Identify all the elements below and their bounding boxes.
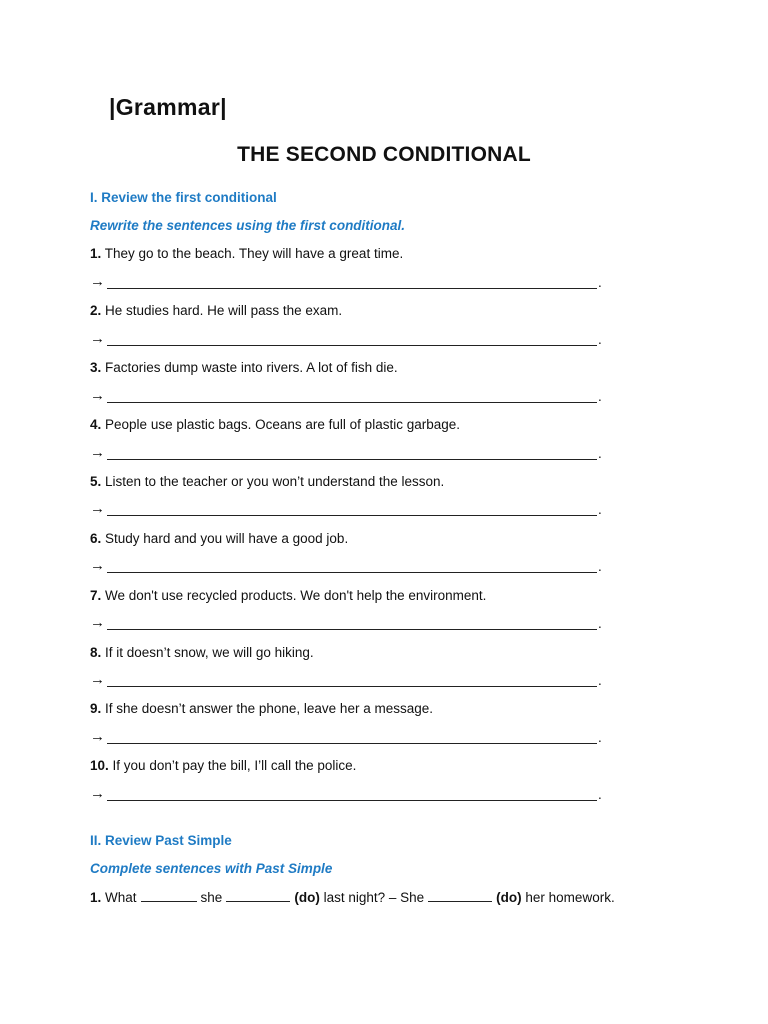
question-3 xyxy=(90,360,398,375)
verb-hint-1: (do) xyxy=(294,890,320,905)
question-5 xyxy=(90,474,444,489)
question-number: 9. xyxy=(90,701,102,716)
answer-blank[interactable] xyxy=(107,515,597,516)
arrow-icon: → xyxy=(90,500,105,517)
answer-line-3[interactable] xyxy=(90,387,610,407)
answer-blank[interactable] xyxy=(107,572,597,573)
answer-line-1[interactable] xyxy=(90,273,610,293)
line-end-period: . xyxy=(598,730,602,745)
question-number: 1. xyxy=(90,890,102,905)
blank-gap-1[interactable] xyxy=(141,889,197,902)
line-end-period: . xyxy=(598,502,602,517)
question-text: We don't use recycled products. We don't help the environment. xyxy=(105,588,487,603)
question-text: They go to the beach. They will have a great time. xyxy=(104,246,404,261)
section2-instruction: Complete sentences with Past Simple xyxy=(90,861,333,876)
question-7 xyxy=(90,588,486,603)
question-9 xyxy=(90,701,433,716)
question-number: 10. xyxy=(90,758,109,773)
arrow-icon: → xyxy=(90,614,105,631)
question-number: 3. xyxy=(90,360,102,375)
blank-gap-3[interactable] xyxy=(428,889,492,902)
verb-hint-2: (do) xyxy=(496,890,522,905)
answer-line-10[interactable] xyxy=(90,785,610,805)
question-number: 5. xyxy=(90,474,102,489)
question-text: He studies hard. He will pass the exam. xyxy=(105,303,343,318)
answer-blank[interactable] xyxy=(107,629,597,630)
question-4 xyxy=(90,417,460,432)
answer-blank[interactable] xyxy=(107,743,597,744)
section1-instruction: Rewrite the sentences using the first conditional. xyxy=(90,218,406,233)
question-text-end: her homework. xyxy=(525,890,615,905)
question-number: 6. xyxy=(90,531,102,546)
section2-heading: II. Review Past Simple xyxy=(90,833,232,848)
question-number: 2. xyxy=(90,303,102,318)
question-1 xyxy=(90,246,403,261)
question-2 xyxy=(90,303,342,318)
arrow-icon: → xyxy=(90,671,105,688)
answer-blank[interactable] xyxy=(107,288,597,289)
line-end-period: . xyxy=(598,332,602,347)
line-end-period: . xyxy=(598,275,602,290)
question-text: Listen to the teacher or you won’t understand the lesson. xyxy=(105,474,445,489)
question-number: 1. xyxy=(90,246,102,261)
question-text: If you don’t pay the bill, I’ll call the police. xyxy=(112,758,357,773)
question-number: 8. xyxy=(90,645,102,660)
question-text: If it doesn’t snow, we will go hiking. xyxy=(105,645,314,660)
line-end-period: . xyxy=(598,673,602,688)
answer-blank[interactable] xyxy=(107,402,597,403)
answer-blank[interactable] xyxy=(107,800,597,801)
arrow-icon: → xyxy=(90,785,105,802)
line-end-period: . xyxy=(598,389,602,404)
question-text-she: she xyxy=(200,890,223,905)
question-10 xyxy=(90,758,356,773)
question-text: Study hard and you will have a good job. xyxy=(105,531,349,546)
question-text-mid: last night? – She xyxy=(323,890,425,905)
grammar-label: |Grammar| xyxy=(109,94,227,120)
past-simple-question-1 xyxy=(90,889,615,905)
arrow-icon: → xyxy=(90,444,105,461)
question-6 xyxy=(90,531,348,546)
answer-line-6[interactable] xyxy=(90,557,610,577)
section1-heading: I. Review the first conditional xyxy=(90,190,277,205)
blank-gap-2[interactable] xyxy=(226,889,290,902)
question-text: If she doesn’t answer the phone, leave her a message. xyxy=(105,701,433,716)
question-text-what: What xyxy=(105,890,137,905)
answer-line-2[interactable] xyxy=(90,330,610,350)
answer-blank[interactable] xyxy=(107,686,597,687)
question-text: Factories dump waste into rivers. A lot of fish die. xyxy=(105,360,398,375)
arrow-icon: → xyxy=(90,273,105,290)
answer-line-7[interactable] xyxy=(90,614,610,634)
question-text: People use plastic bags. Oceans are full of plastic garbage. xyxy=(105,417,460,432)
answer-line-5[interactable] xyxy=(90,500,610,520)
answer-blank[interactable] xyxy=(107,345,597,346)
arrow-icon: → xyxy=(90,728,105,745)
arrow-icon: → xyxy=(90,557,105,574)
line-end-period: . xyxy=(598,787,602,802)
line-end-period: . xyxy=(598,559,602,574)
answer-line-4[interactable] xyxy=(90,444,610,464)
question-8 xyxy=(90,645,314,660)
answer-blank[interactable] xyxy=(107,459,597,460)
answer-line-9[interactable] xyxy=(90,728,610,748)
line-end-period: . xyxy=(598,446,602,461)
question-number: 7. xyxy=(90,588,102,603)
line-end-period: . xyxy=(598,616,602,631)
question-number: 4. xyxy=(90,417,102,432)
arrow-icon: → xyxy=(90,387,105,404)
answer-line-8[interactable] xyxy=(90,671,610,691)
arrow-icon: → xyxy=(90,330,105,347)
page-title: THE SECOND CONDITIONAL xyxy=(237,143,531,166)
